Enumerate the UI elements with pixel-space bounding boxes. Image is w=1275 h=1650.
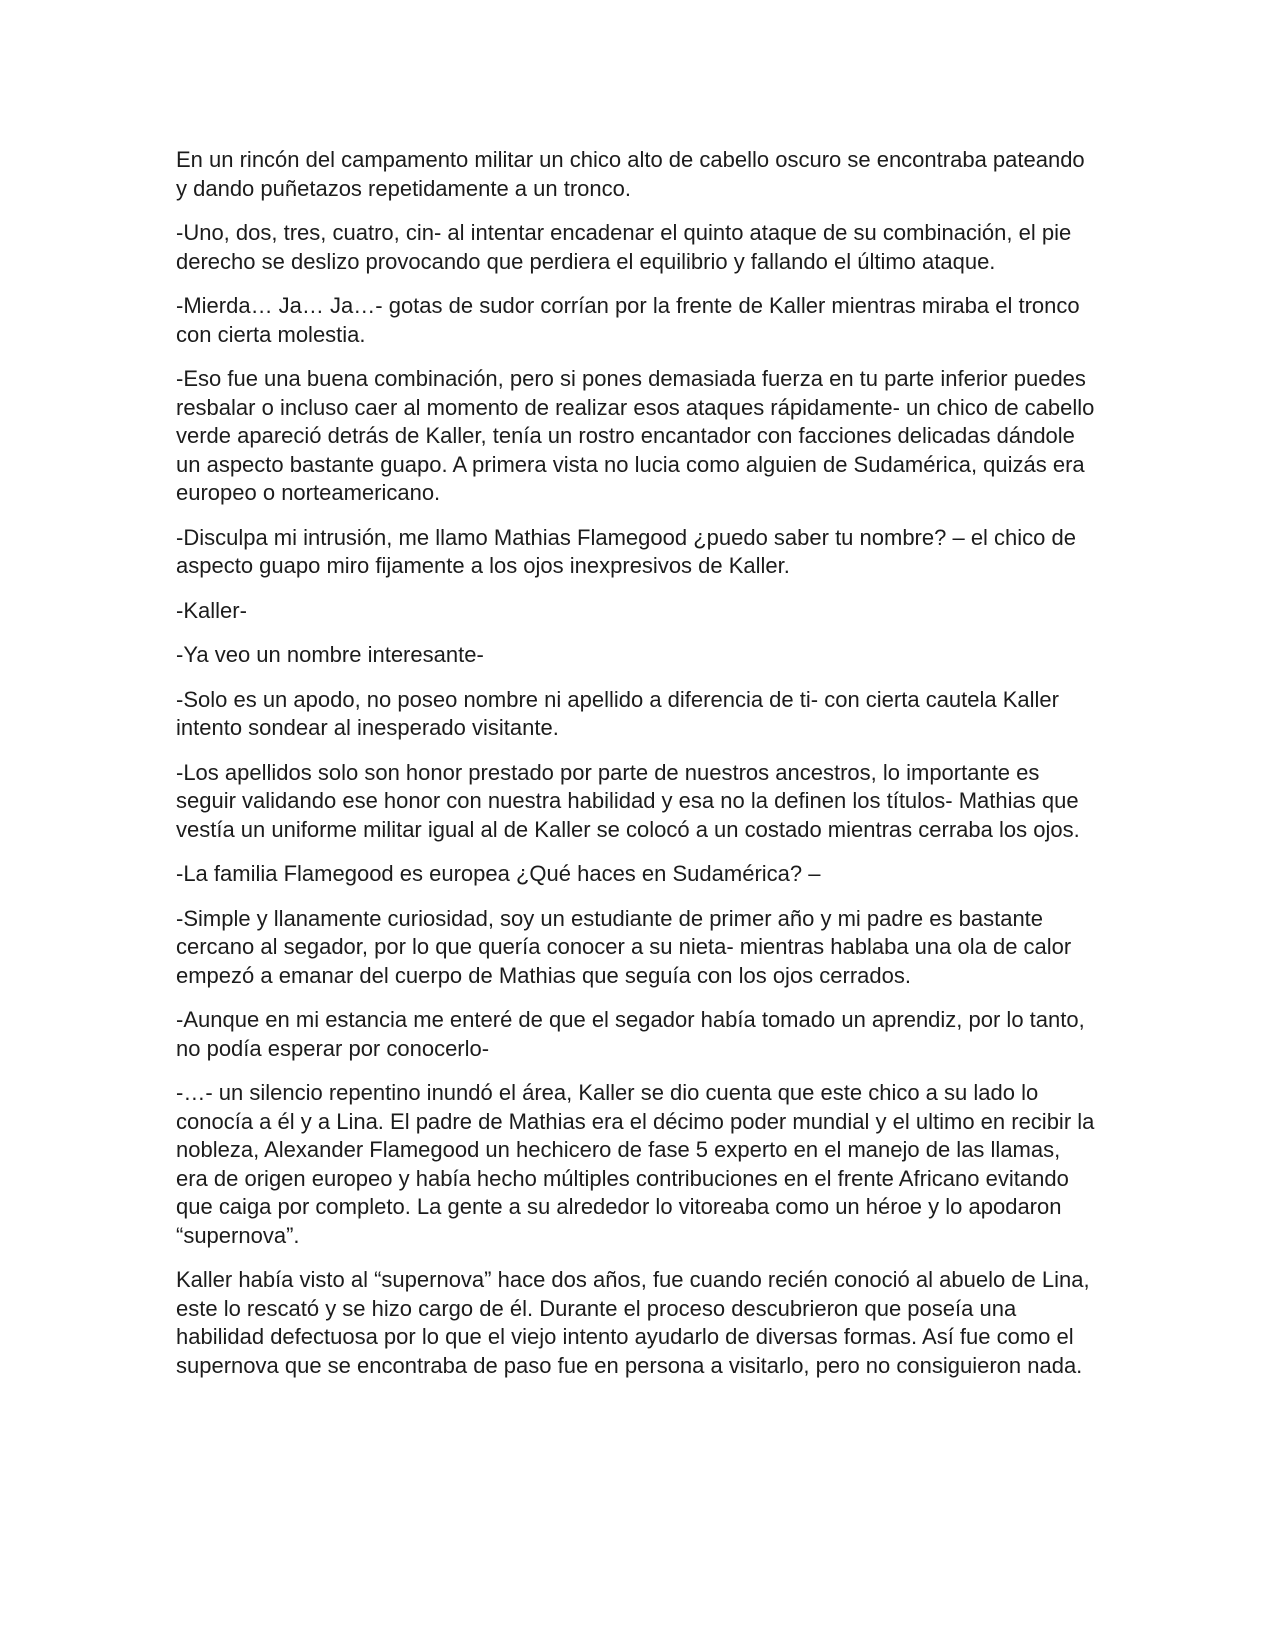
paragraph: -Ya veo un nombre interesante-	[176, 642, 484, 667]
paragraph: -Disculpa mi intrusión, me llamo Mathias Flamegood ¿puedo saber tu nombre? – el chico de aspecto guapo miro fijamente a los ojos inexpresivos de Kaller.	[176, 524, 1076, 578]
paragraph: -Aunque en mi estancia me enteré de que el segador había tomado un aprendiz, por lo tanto, no podía esperar por conocerlo-	[176, 1007, 1085, 1061]
paragraph: -Kaller-	[176, 597, 247, 623]
paragraph: -Simple y llanamente curiosidad, soy un estudiante de primer año y mi padre es bastante cercano al segador, por lo que quería conocer a su nieta- mientras hablaba una ola de calor empezó a emanar del cuerpo de Mathias que seguía con los ojos cerrados.	[176, 905, 1072, 988]
paragraph: -Mierda… Ja… Ja…- gotas de sudor corrían por la frente de Kaller mientras miraba el tronco con cierta molestia.	[176, 293, 1080, 347]
paragraph: -Los apellidos solo son honor prestado por parte de nuestros ancestros, lo importante es seguir validando ese honor con nuestra habilidad y esa no la definen los títulos- Mathias que vestía un uniforme militar igual al de Kaller se colocó a un costado mientras cerraba los ojos.	[176, 759, 1080, 842]
paragraph: -Uno, dos, tres, cuatro, cin- al intentar encadenar el quinto ataque de su combinación, el pie derecho se deslizo provocando que perdiera el equilibrio y fallando el último ataque.	[176, 220, 1072, 274]
paragraph: En un rincón del campamento militar un chico alto de cabello oscuro se encontraba pateando y dando puñetazos repetidamente a un tronco.	[176, 147, 1085, 201]
paragraph: -Solo es un apodo, no poseo nombre ni apellido a diferencia de ti- con cierta cautela Kaller intento sondear al inesperado visitante.	[176, 686, 1059, 740]
paragraph: -Eso fue una buena combinación, pero si pones demasiada fuerza en tu parte inferior puedes resbalar o incluso caer al momento de realizar esos ataques rápidamente- un chico de cabello verde apareció detrás de Kaller, tenía un rostro encantador con facciones delicadas dándole un aspecto bastante guapo. A primera vista no lucia como alguien de Sudamérica, quizás era europeo o norteamericano.	[176, 366, 1095, 505]
paragraph: -…- un silencio repentino inundó el área, Kaller se dio cuenta que este chico a su lado lo conocía a él y a Lina. El padre de Mathias era el décimo poder mundial y el ultimo en recibir la nobleza, Alexander Flamegood un hechicero de fase 5 experto en el manejo de las llamas, era de origen europeo y había hecho múltiples contribuciones en el frente Africano evitando que caiga por completo. La gente a su alrededor lo vitoreaba como un héroe y lo apodaron “supernova”.	[176, 1080, 1095, 1248]
paragraph: -La familia Flamegood es europea ¿Qué haces en Sudamérica? –	[176, 861, 821, 886]
document-body	[176, 146, 1098, 1396]
paragraph: Kaller había visto al “supernova” hace dos años, fue cuando recién conoció al abuelo de Lina, este lo rescató y se hizo cargo de él. Durante el proceso descubrieron que poseía una habilidad defectuosa por lo que el viejo intento ayudarlo de diversas formas. Así fue como el supernova que se encontraba de paso fue en persona a visitarlo, pero no consiguieron nada.	[176, 1267, 1090, 1378]
